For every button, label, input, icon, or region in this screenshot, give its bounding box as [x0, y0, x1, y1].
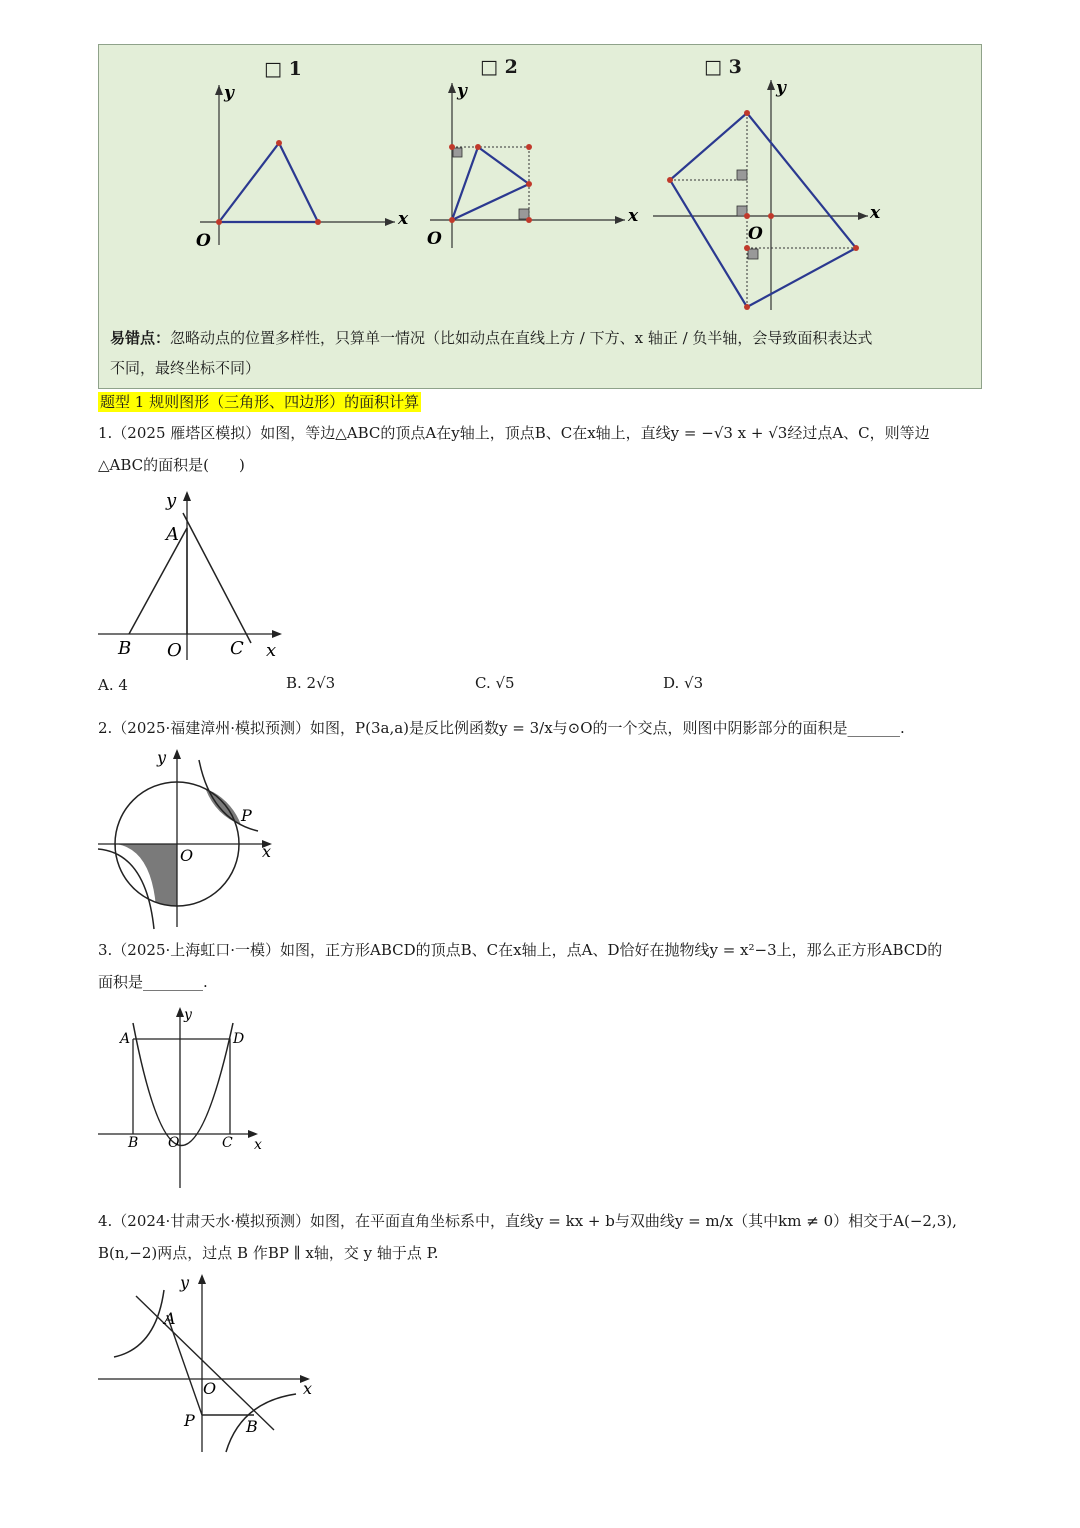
figure-1-diagram — [190, 80, 420, 250]
q1-diagram — [96, 488, 292, 663]
q4-line1: 4.（2024·甘肃天水·模拟预测）如图，在平面直角坐标系中，直线y = kx + b与双曲线y = m/x（其中km ≠ 0）相交于A(−2,3), — [98, 1212, 957, 1230]
q1-x-label: x — [266, 640, 277, 661]
q2-diagram — [96, 745, 286, 935]
figure-3-diagram — [650, 75, 890, 315]
q4-x-label: x — [303, 1379, 313, 1398]
q4-point-a: A — [164, 1309, 176, 1328]
fig3-y-label: y — [776, 78, 786, 98]
q2-line1: 2.（2025·福建漳州·模拟预测）如图，P(3a,a)是反比例函数y = 3/x与⊙O的一个交点，则图中阴影部分的面积是_______. — [98, 719, 905, 737]
fig1-y-label: y — [224, 83, 234, 103]
q2-y-label: y — [157, 748, 167, 767]
q4-line2: B(n,−2)两点，过点 B 作BP ∥ x轴，交 y 轴于点 P. — [98, 1244, 439, 1262]
q4-point-p: P — [184, 1411, 195, 1430]
q1-option-d[interactable]: D. √3 — [663, 674, 704, 692]
q3-point-a: A — [120, 1031, 131, 1047]
q4-y-label: y — [180, 1273, 190, 1292]
q1-origin: O — [167, 640, 182, 661]
topic-heading: 题型 1 规则图形（三角形、四边形）的面积计算 — [100, 393, 420, 411]
q4-diagram — [96, 1270, 321, 1455]
q4-origin: O — [203, 1379, 217, 1398]
q3-origin: O — [168, 1135, 180, 1151]
figure-2-title: □ 2 — [480, 56, 518, 78]
q1-line1: 1.（2025 雁塔区模拟）如图，等边△ABC的顶点A在y轴上，顶点B、C在x轴上，直线y = −√3 x + √3经过点A、C，则等边 — [98, 424, 930, 442]
fig3-x-label: x — [870, 203, 881, 223]
q3-point-c: C — [222, 1135, 233, 1151]
fig2-origin-label: O — [427, 229, 442, 249]
fig1-x-label: x — [398, 209, 409, 229]
error-note-label: 易错点： — [110, 329, 171, 347]
q3-point-d: D — [233, 1031, 245, 1047]
q3-diagram — [96, 1003, 271, 1191]
q1-option-a[interactable]: A. 4 — [98, 676, 128, 694]
q3-y-label: y — [184, 1007, 192, 1023]
q1-point-b: B — [118, 638, 132, 659]
q1-option-b[interactable]: B. 2√3 — [286, 674, 336, 692]
fig2-y-label: y — [457, 81, 467, 101]
error-note-line1: 易错点：忽略动点的位置多样性，只算单一情况（比如动点在直线上方 / 下方、x 轴正 / 负半轴，会导致面积表达式 — [110, 329, 873, 347]
q3-line2: 面积是________. — [98, 973, 208, 991]
error-note-line2: 不同，最终坐标不同） — [110, 359, 261, 377]
q1-y-label: y — [166, 490, 177, 511]
figure-1-title: □ 1 — [264, 58, 302, 80]
q3-point-b: B — [128, 1135, 139, 1151]
q2-x-label: x — [262, 842, 272, 861]
q1-line2: △ABC的面积是( ) — [98, 456, 245, 474]
figure-3-title: □ 3 — [704, 56, 742, 78]
fig3-origin-label: O — [748, 224, 763, 244]
q4-point-b: B — [246, 1417, 258, 1436]
q1-option-c[interactable]: C. √5 — [475, 674, 515, 692]
q3-line1: 3.（2025·上海虹口·一模）如图，正方形ABCD的顶点B、C在x轴上，点A、D恰好在抛物线y = x²−3上，那么正方形ABCD的 — [98, 941, 943, 959]
q1-point-c: C — [230, 638, 244, 659]
q2-origin: O — [180, 846, 194, 865]
fig2-x-label: x — [628, 206, 639, 226]
q1-point-a: A — [166, 524, 179, 545]
q2-point-p: P — [241, 806, 252, 825]
q3-x-label: x — [254, 1137, 262, 1153]
fig1-origin-label: O — [196, 231, 211, 250]
figure-2-diagram — [425, 78, 645, 253]
